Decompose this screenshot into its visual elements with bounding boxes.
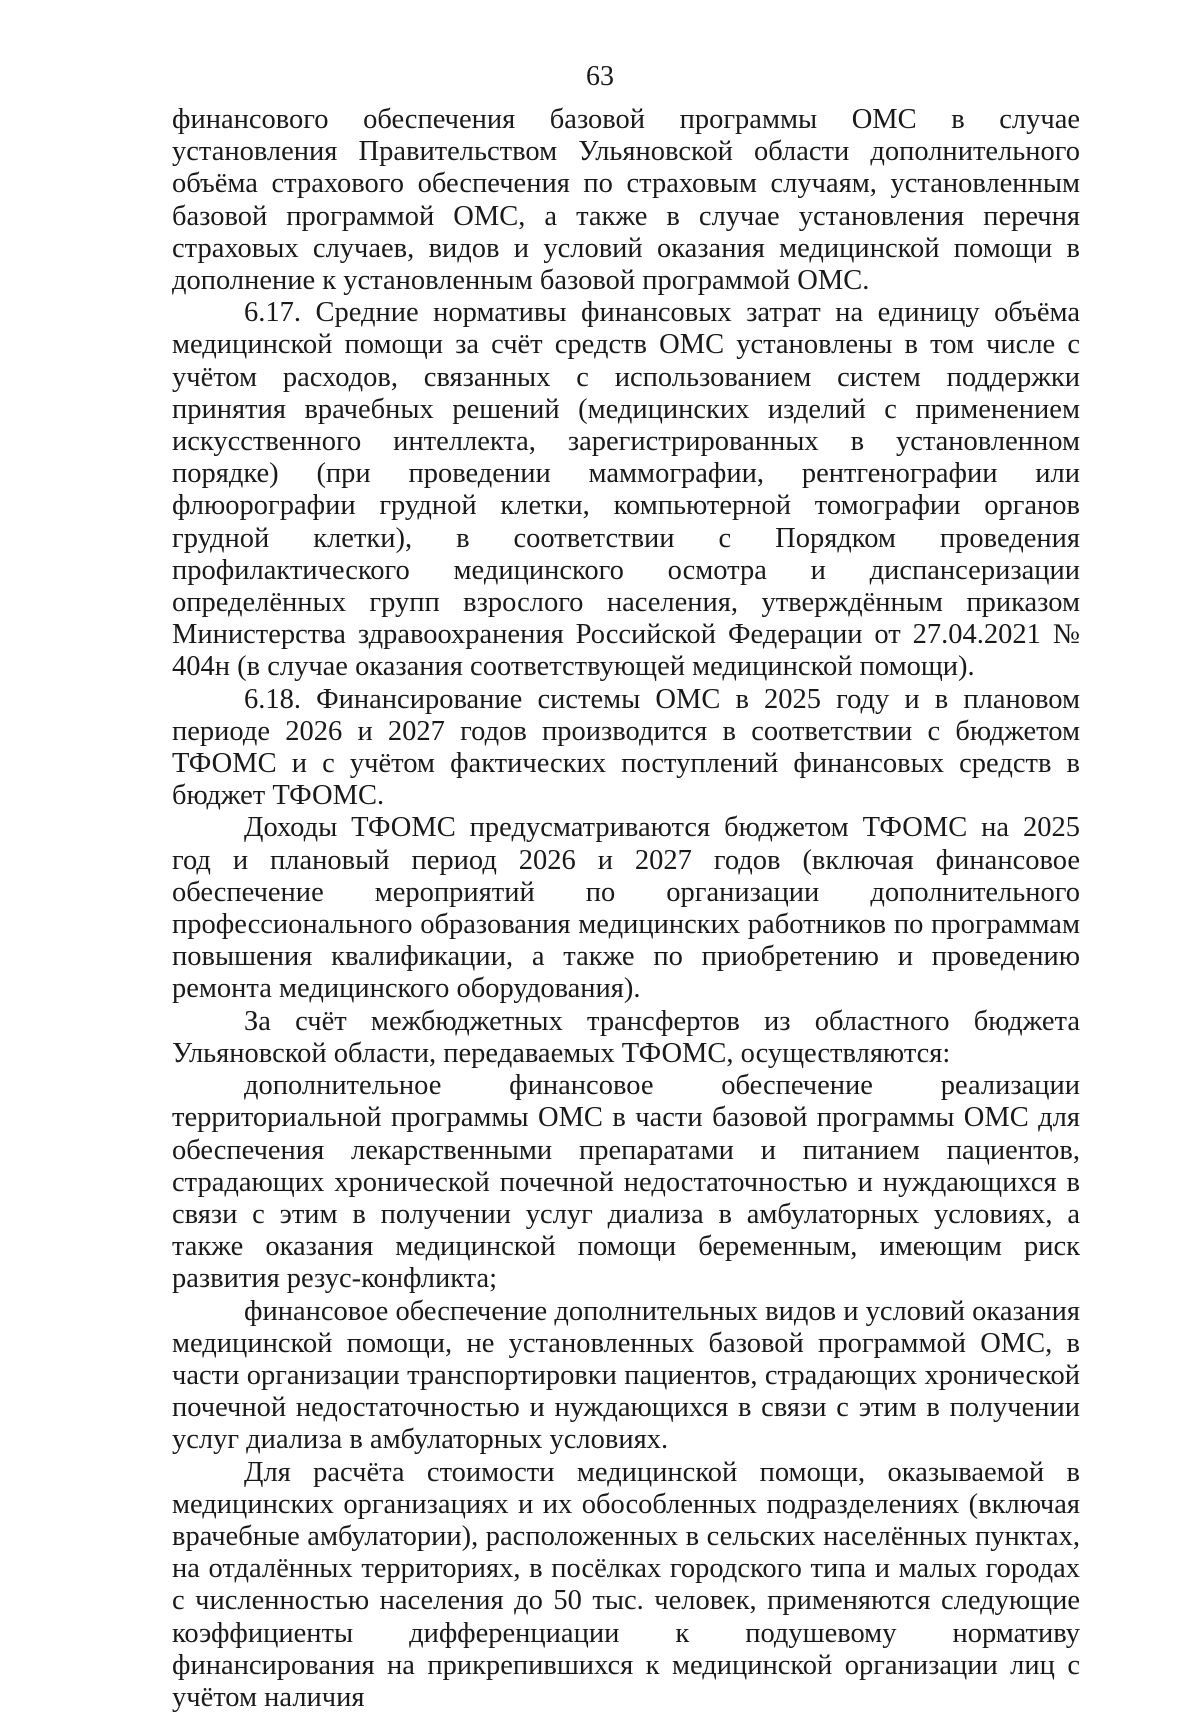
- paragraph-transfers: За счёт межбюджетных трансфертов из областного бюджета Ульяновской области, передаваемых ТФОМС, осуществляются:: [172, 1005, 1080, 1069]
- paragraph-continuation: финансового обеспечения базовой программы ОМС в случае установления Правительством Ульяновской области дополнительного объёма страхового обеспечения по страховым случаям, установленным базовой программой ОМС, а также в случае установления перечня страховых случаев, видов и условий оказания медицинской помощи в дополнение к установленным базовой программой ОМС.: [172, 104, 1080, 297]
- page-number: 63: [586, 61, 614, 92]
- document-body: [172, 104, 1080, 1714]
- paragraph-coefficients: Для расчёта стоимости медицинской помощи, оказываемой в медицинских организациях и их обособленных подразделениях (включая врачебные амбулатории), расположенных в сельских населённых пунктах, на отдалённых территориях, в посёлках городского типа и малых городах с численностью населения до 50 тыс. человек, применяются следующие коэффициенты дифференциации к подушевому нормативу финансирования на прикрепившихся к медицинской организации лиц с учётом наличия: [172, 1456, 1080, 1713]
- paragraph-additional-financing: дополнительное финансовое обеспечение реализации территориальной программы ОМС в части базовой программы ОМС для обеспечения лекарственными препаратами и питанием пациентов, страдающих хронической почечной недостаточностью и нуждающихся в связи с этим в получении услуг диализа в амбулаторных условиях, а также оказания медицинской помощи беременным, имеющим риск развития резус-конфликта;: [172, 1070, 1080, 1295]
- paragraph-revenues: Доходы ТФОМС предусматриваются бюджетом ТФОМС на 2025 год и плановый период 2026 и 2027 годов (включая финансовое обеспечение мероприятий по организации дополнительного профессионального образования медицинских работников по программам повышения квалификации, а также по приобретению и проведению ремонта медицинского оборудования).: [172, 812, 1080, 1005]
- paragraph-transport-financing: финансовое обеспечение дополнительных видов и условий оказания медицинской помощи, не установленных базовой программой ОМС, в части организации транспортировки пациентов, страдающих хронической почечной недостаточностью и нуждающихся в связи с этим в получении услуг диализа в амбулаторных условиях.: [172, 1295, 1080, 1456]
- paragraph-6-18: 6.18. Финансирование системы ОМС в 2025 году и в плановом периоде 2026 и 2027 годов производится в соответствии с бюджетом ТФОМС и с учётом фактических поступлений финансовых средств в бюджет ТФОМС.: [172, 683, 1080, 812]
- paragraph-6-17: 6.17. Средние нормативы финансовых затрат на единицу объёма медицинской помощи за счёт средств ОМС установлены в том числе с учётом расходов, связанных с использованием систем поддержки принятия врачебных решений (медицинских изделий с применением искусственного интеллекта, зарегистрированных в установленном порядке) (при проведении маммографии, рентгенографии или флюорографии грудной клетки, компьютерной томографии органов грудной клетки), в соответствии с Порядком проведения профилактического медицинского осмотра и диспансеризации определённых групп взрослого населения, утверждённым приказом Министерства здравоохранения Российской Федерации от 27.04.2021 № 404н (в случае оказания соответствующей медицинской помощи).: [172, 297, 1080, 683]
